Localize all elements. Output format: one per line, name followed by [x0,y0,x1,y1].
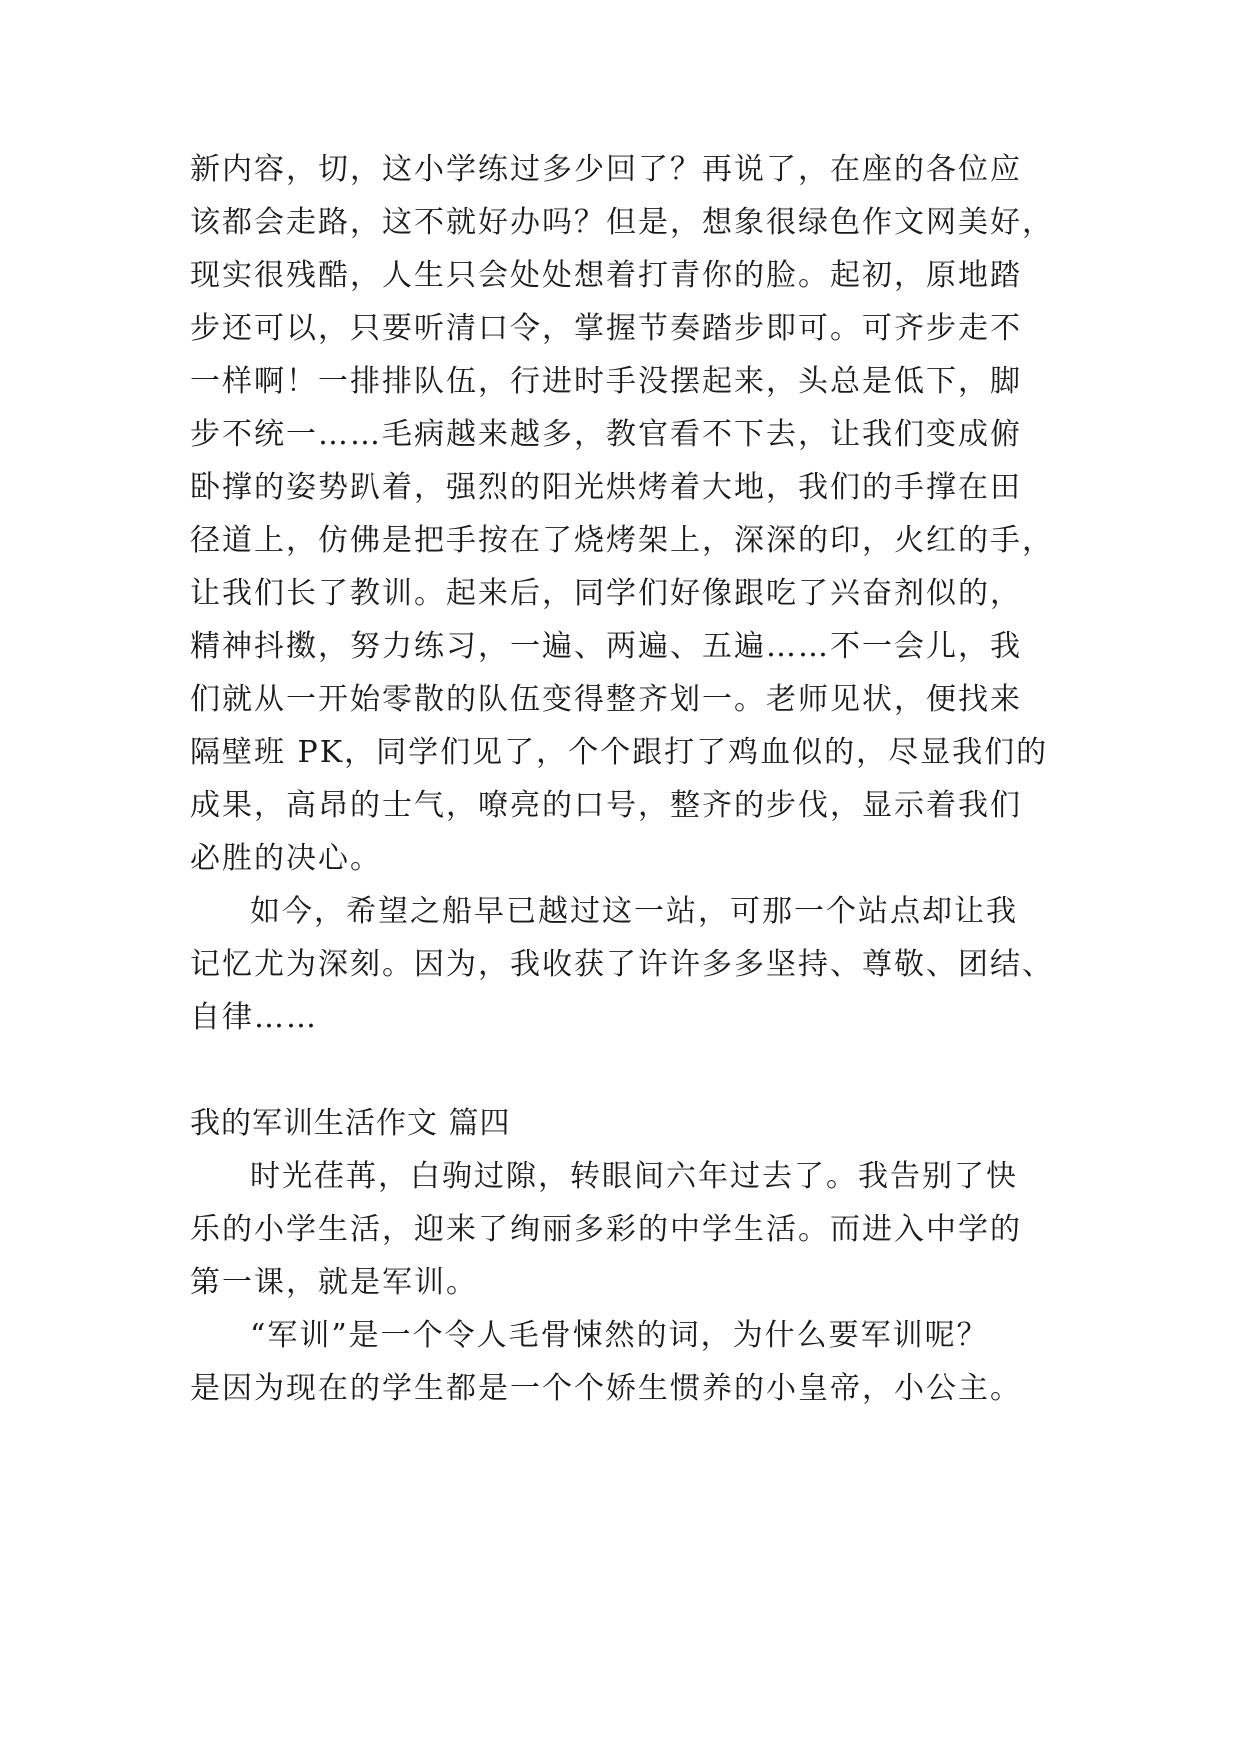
text-line: 第一课，就是军训。 [190,1265,478,1300]
text-line: 一样啊！一排排队伍，行进时手没摆起来，头总是低下，脚 [190,364,1022,399]
text-line: 步还可以，只要听清口令，掌握节奏踏步即可。可齐步走不 [190,311,1022,346]
text-line: 成果，高昂的士气，嘹亮的口号，整齐的步伐，显示着我们 [190,788,1022,823]
text-line: 卧撑的姿势趴着，强烈的阳光烘烤着大地，我们的手撑在田 [190,470,1022,505]
text-line: 如今，希望之船早已越过这一站，可那一个站点却让我 [250,894,1018,929]
text-line: 精神抖擞，努力练习，一遍、两遍、五遍……不一会儿，我 [190,629,1022,664]
text-line: 让我们长了教训。起来后，同学们好像跟吃了兴奋剂似的， [190,576,1022,611]
text-line: 时光荏苒，白驹过隙，转眼间六年过去了。我告别了快 [250,1159,1018,1194]
section-title: 我的军训生活作文 篇四 [190,1106,511,1141]
text-line: 必胜的决心。 [190,841,382,876]
text-line: 步不统一……毛病越来越多，教官看不下去，让我们变成俯 [190,417,1022,452]
text-line: “军训”是一个令人毛骨悚然的词，为什么要军训呢？ [250,1318,989,1353]
text-line: 乐的小学生活，迎来了绚丽多彩的中学生活。而进入中学的 [190,1212,1022,1247]
text-line: 该都会走路，这不就好办吗？但是，想象很绿色作文网美好， [190,205,1054,240]
text-line: 记忆尤为深刻。因为，我收获了许许多多坚持、尊敬、团结、 [190,947,1054,982]
text-line: 隔壁班 PK，同学们见了，个个跟打了鸡血似的，尽显我们的 [190,735,1049,770]
text-line: 径道上，仿佛是把手按在了烧烤架上，深深的印，火红的手， [190,523,1054,558]
text-line: 们就从一开始零散的队伍变得整齐划一。老师见状，便找来 [190,682,1022,717]
text-line: 自律…… [190,1000,318,1035]
text-line: 是因为现在的学生都是一个个娇生惯养的小皇帝，小公主。 [190,1371,1022,1406]
text-line: 新内容，切，这小学练过多少回了？再说了，在座的各位应 [190,152,1022,187]
text-line: 现实很残酷，人生只会处处想着打青你的脸。起初，原地踏 [190,258,1022,293]
